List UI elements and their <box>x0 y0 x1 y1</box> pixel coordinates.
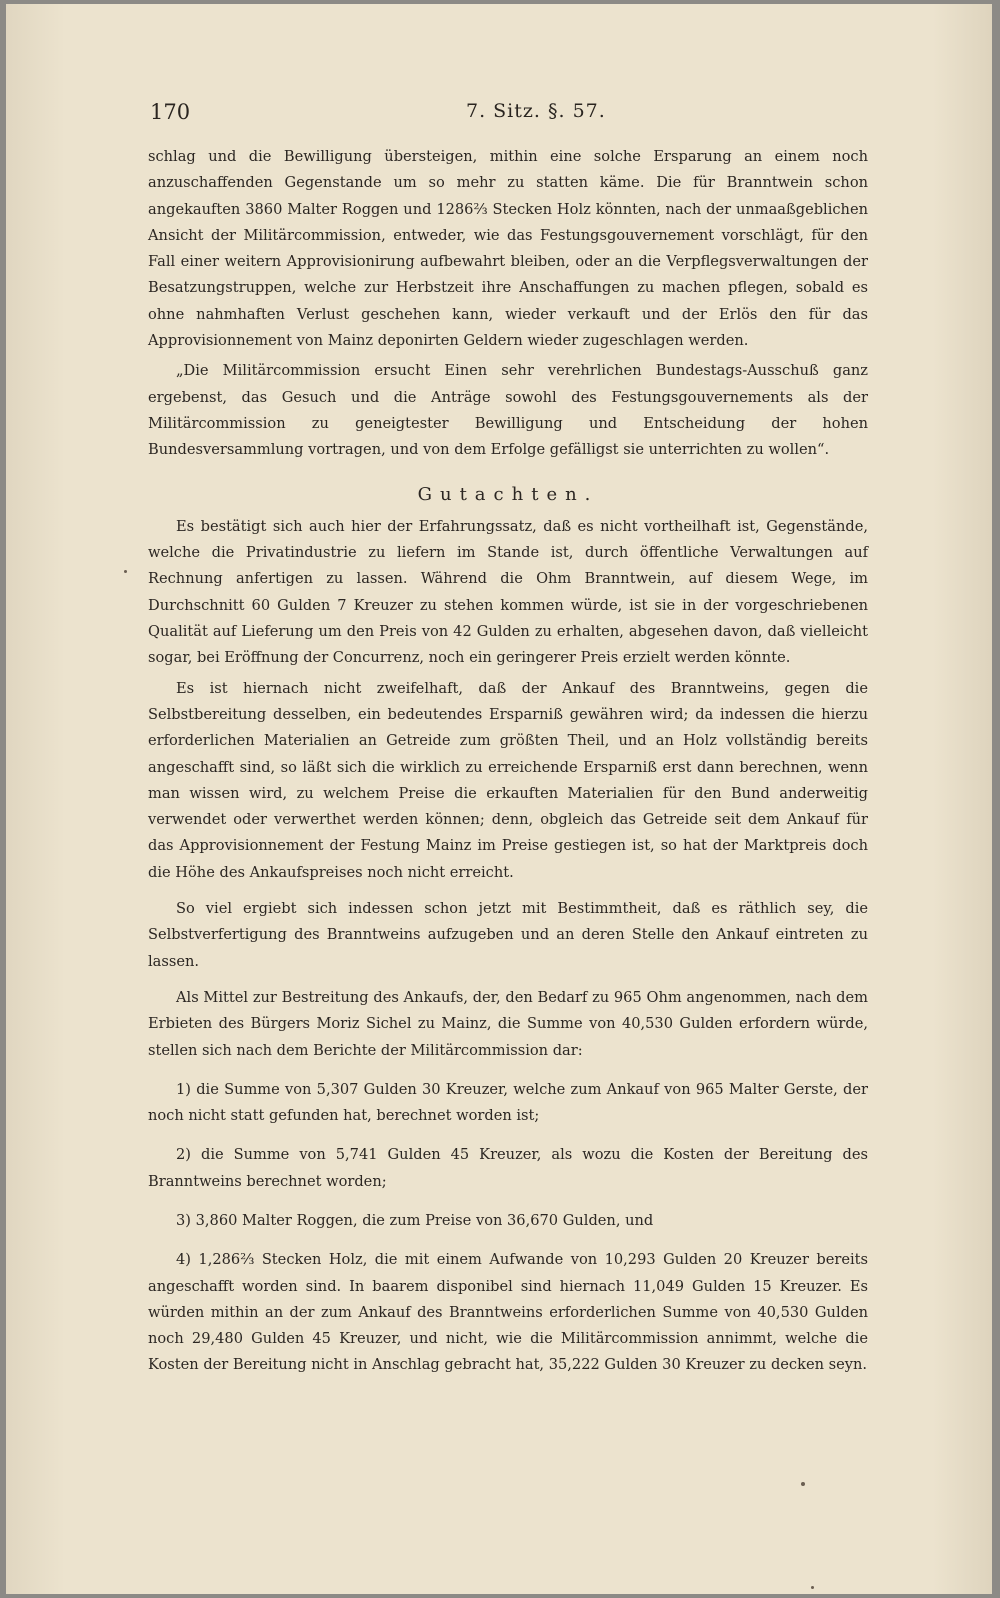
list-item: 4) 1,286⅔ Stecken Holz, die mit einem Aufwande von 10,293 Gulden 20 Kreuzer bereits angeschafft worden sind. In baarem disponibel sind hiernach 11,049 Gulden 15 Kreuzer. Es würden mithin an der zum Ankauf des Branntweins erforderlichen Summe von 40,530 Gulden noch 29,480 Gulden 45 Kreuzer, und nicht, wie die Militärcommission annimmt, welche die Kosten der Bereitung nicht in Anschlag gebracht hat, 35,222 Gulden 30 Kreuzer zu decken seyn. <box>148 1251 868 1374</box>
speck <box>801 1482 805 1486</box>
list-item: 2) die Summe von 5,741 Gulden 45 Kreuzer, als wozu die Kosten der Bereitung des Branntweins berechnet worden; <box>148 1146 868 1190</box>
speck <box>124 570 127 573</box>
list-item: 3) 3,860 Malter Roggen, die zum Preise von 36,670 Gulden, und <box>176 1211 654 1229</box>
paragraph-continuation: schlag und die Bewilligung übersteigen, mithin eine solche Ersparung an einem noch anzuschaffenden Gegenstande um so mehr zu statten käme. Die für Branntwein schon angekauften 3860 Malter Roggen und 1286⅔ Stecken Holz könnten, nach der unmaaßgeblichen Ansicht der Militärcommission, entweder, wie das Festungsgouvernement vorschlägt, für den Fall einer weitern Approvisionirung aufbewahrt bleiben, oder an die Verpflegsverwaltungen der Besatzungstruppen, welche zur Herbstzeit ihre Anschaffungen zu machen pflegen, sobald es ohne nahmhaften Verlust geschehen kann, wieder verkauft und der Erlös den für das Approvisionnement von Mainz deponirten Geldern wieder zugeschlagen werden. <box>148 148 868 350</box>
running-head: 7. Sitz. §. 57. <box>466 100 606 122</box>
book-page <box>6 4 992 1594</box>
section-heading: Gutachten. <box>417 483 599 505</box>
page-number: 170 <box>150 100 191 124</box>
paragraph: So viel ergiebt sich indessen schon jetzt mit Bestimmtheit, daß es räthlich sey, die Selbstverfertigung des Branntweins aufzugeben und an deren Stelle den Ankauf eintreten zu lassen. <box>148 900 868 970</box>
list-item: 1) die Summe von 5,307 Gulden 30 Kreuzer, welche zum Ankauf von 965 Malter Gerste, der noch nicht statt gefunden hat, berechnet worden ist; <box>148 1080 868 1125</box>
paragraph: Es bestätigt sich auch hier der Erfahrungssatz, daß es nicht vortheilhaft ist, Gegenstände, welche die Privatindustrie zu liefern im Stande ist, durch öffentliche Verwaltungen auf Rechnung anfertigen zu lassen. Während die Ohm Branntwein, auf diesem Wege, im Durchschnitt 60 Gulden 7 Kreuzer zu stehen kommen würde, ist sie in der vorgeschriebenen Qualität auf Lieferung um den Preis von 42 Gulden zu erhalten, abgesehen davon, daß vielleicht sogar, bei Eröffnung der Concurrenz, noch ein geringerer Preis erzielt werden könnte. <box>148 517 868 667</box>
body-text <box>148 144 868 1379</box>
paragraph-quote: „Die Militärcommission ersucht Einen sehr verehrlichen Bundestags-Ausschuß ganz ergebenst, das Gesuch und die Anträge sowohl des Festungsgouvernements als der Militärcommission zu geneigtester Bewilligung und Entscheidung der hohen Bundesversammlung vortragen, und von dem Erfolge gefälligst sie unterrichten zu wollen“. <box>148 362 868 459</box>
page-header <box>150 100 866 134</box>
paragraph: Als Mittel zur Bestreitung des Ankaufs, der, den Bedarf zu 965 Ohm angenommen, nach dem Erbieten des Bürgers Moriz Sichel zu Mainz, die Summe von 40,530 Gulden erfordern würde, stellen sich nach dem Berichte der Militärcommission dar: <box>148 988 868 1059</box>
paragraph: Es ist hiernach nicht zweifelhaft, daß der Ankauf des Branntweins, gegen die Selbstbereitung desselben, ein bedeutendes Ersparniß gewähren wird; da indessen die hierzu erforderlichen Materialien an Getreide zum größten Theil, und an Holz vollständig bereits angeschafft sind, so läßt sich die wirklich zu erreichende Ersparniß erst dann berechnen, wenn man wissen wird, zu welchem Preise die erkauften Materialien für den Bund anderweitig verwendet oder verwerthet werden können; denn, obgleich das Getreide seit dem Ankauf für das Approvisionnement der Festung Mainz im Preise gestiegen ist, so hat der Marktpreis doch die Höhe des Ankaufspreises noch nicht erreicht. <box>148 679 868 881</box>
speck <box>811 1586 814 1589</box>
